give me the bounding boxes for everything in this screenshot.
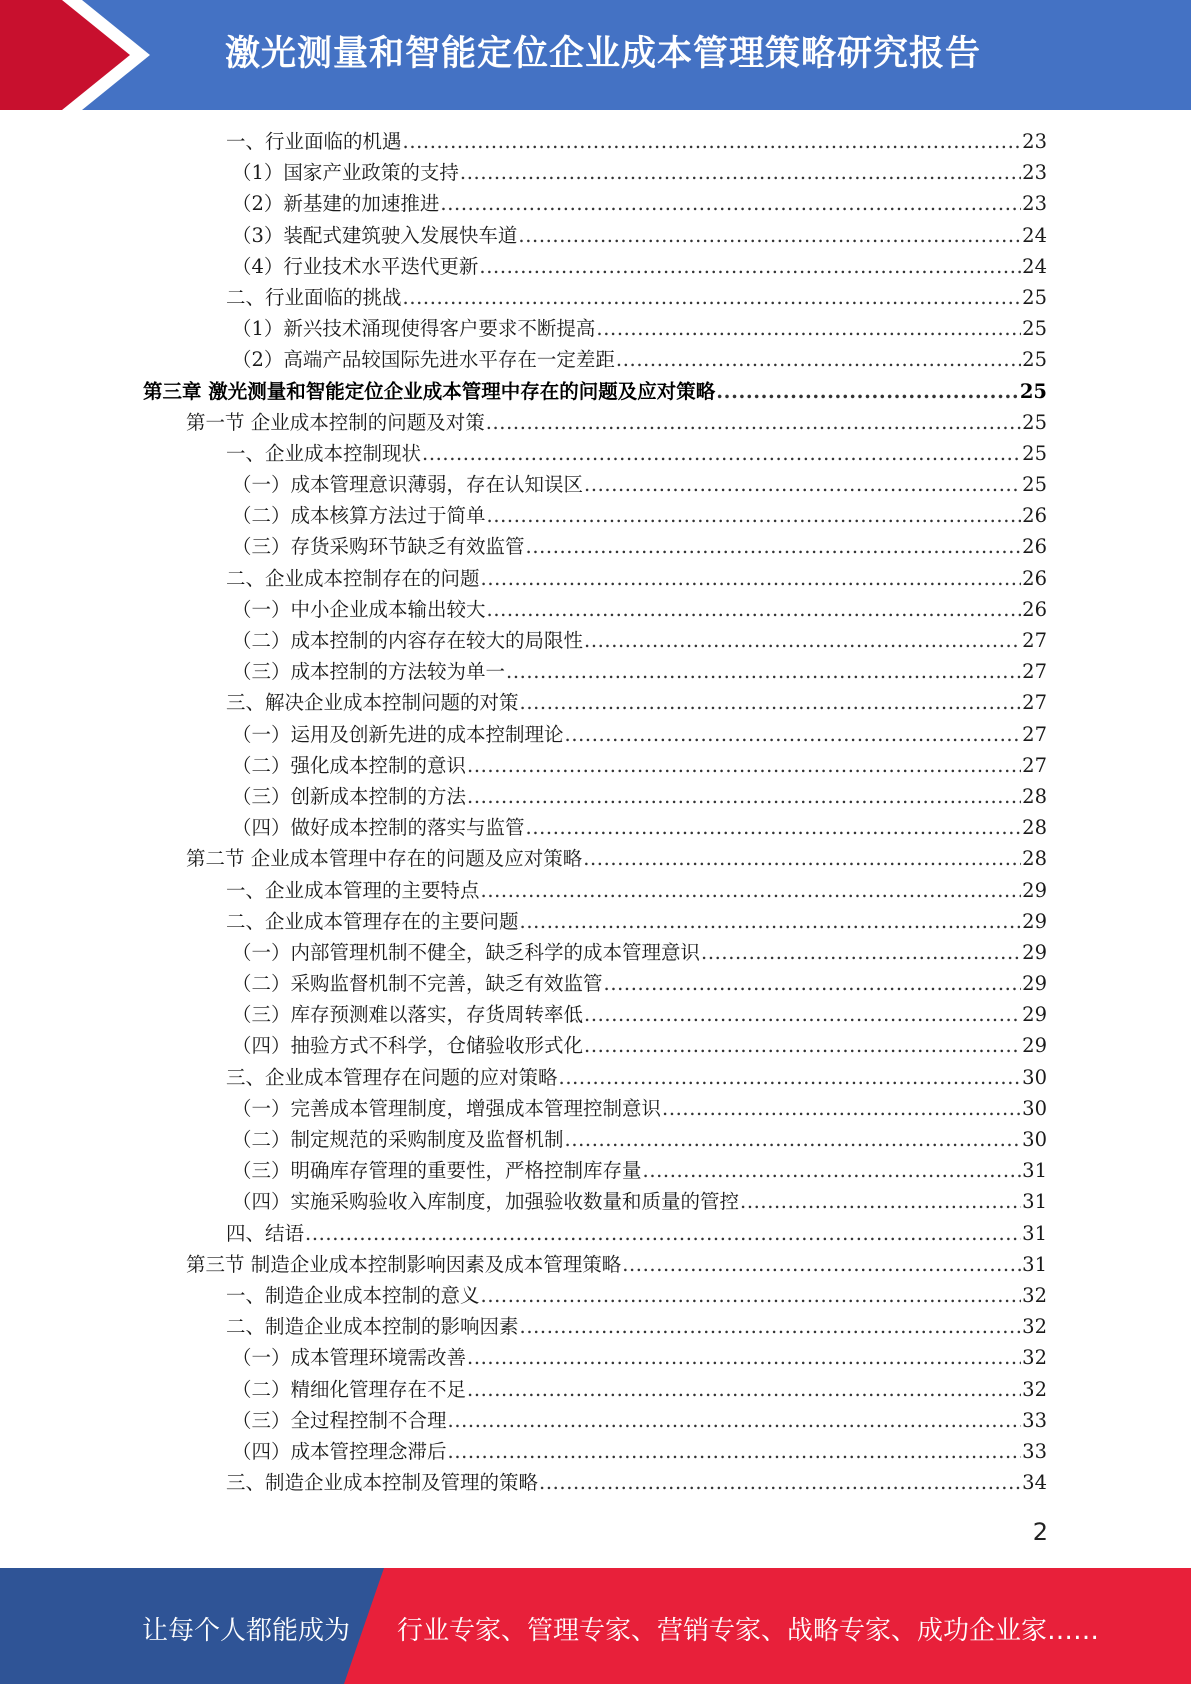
toc-dot-leader — [559, 1062, 1022, 1093]
toc-entry-page: 32 — [1022, 1315, 1047, 1339]
toc-entry[interactable] — [0, 220, 1191, 251]
toc-entry-page: 26 — [1022, 504, 1047, 528]
toc-entry[interactable] — [0, 594, 1191, 625]
toc-dot-leader — [520, 687, 1022, 718]
toc-dot-leader — [520, 906, 1022, 937]
toc-entry-page: 30 — [1022, 1128, 1047, 1151]
toc-entry-page: 25 — [1022, 410, 1047, 434]
toc-entry-page: 25 — [1022, 441, 1047, 465]
toc-dot-leader — [403, 282, 1022, 313]
toc-entry[interactable] — [0, 1311, 1191, 1342]
toc-entry[interactable] — [0, 781, 1191, 812]
toc-dot-leader — [583, 843, 1021, 874]
toc-entry-title: （3）装配式建筑驶入发展快车道 — [232, 223, 518, 247]
toc-entry-page: 23 — [1022, 192, 1047, 216]
toc-entry-title: 一、企业成本管理的主要特点 — [226, 878, 480, 902]
toc-entry[interactable] — [0, 157, 1191, 188]
toc-entry-page: 30 — [1022, 1096, 1047, 1120]
toc-entry[interactable] — [0, 188, 1191, 219]
toc-entry-page: 34 — [1022, 1471, 1047, 1495]
toc-entry-title: （1）新兴技术涌现使得客户要求不断提高 — [232, 317, 596, 341]
toc-entry-title: （三）库存预测难以落实，存货周转率低 — [232, 1003, 584, 1027]
toc-entry-page: 23 — [1022, 161, 1047, 185]
document-title: 激光测量和智能定位企业成本管理策略研究报告 — [225, 34, 982, 74]
toc-entry-title: （二）成本核算方法过于简单 — [232, 504, 486, 528]
toc-entry[interactable] — [0, 968, 1191, 999]
toc-dot-leader — [622, 1249, 1021, 1280]
toc-entry-page: 27 — [1022, 722, 1047, 746]
toc-entry[interactable] — [0, 282, 1191, 313]
toc-entry-title: （三）明确库存管理的重要性，严格控制库存量 — [232, 1159, 642, 1183]
toc-entry[interactable] — [0, 1374, 1191, 1405]
toc-entry-title: （二）精细化管理存在不足 — [232, 1377, 467, 1401]
toc-entry-title: 三、解决企业成本控制问题的对策 — [226, 691, 519, 715]
toc-entry-page: 29 — [1022, 1034, 1047, 1058]
toc-entry-page: 25 — [1022, 285, 1047, 309]
toc-dot-leader — [584, 469, 1021, 500]
toc-entry[interactable] — [0, 531, 1191, 562]
toc-entry[interactable] — [0, 1405, 1191, 1436]
toc-entry[interactable] — [0, 1280, 1191, 1311]
toc-entry-page: 25 — [1022, 348, 1047, 372]
toc-entry[interactable] — [0, 563, 1191, 594]
toc-entry-page: 26 — [1022, 566, 1047, 590]
toc-entry-title: 第一节 企业成本控制的问题及对策 — [186, 410, 485, 434]
page-number: 2 — [1032, 1518, 1048, 1546]
toc-dot-leader — [565, 719, 1022, 750]
toc-entry-page: 30 — [1022, 1065, 1047, 1089]
toc-entry-title: （一）中小企业成本输出较大 — [232, 597, 486, 621]
toc-dot-leader — [403, 126, 1022, 157]
toc-dot-leader — [740, 1186, 1021, 1217]
toc-entry[interactable] — [0, 344, 1191, 375]
toc-entry-page: 29 — [1022, 878, 1047, 902]
toc-entry-title: （一）运用及创新先进的成本控制理论 — [232, 722, 564, 746]
toc-entry[interactable] — [0, 656, 1191, 687]
toc-dot-leader — [526, 531, 1022, 562]
toc-entry-title: （三）全过程控制不合理 — [232, 1408, 447, 1432]
toc-entry-page: 25 — [1019, 379, 1047, 403]
toc-entry[interactable] — [0, 407, 1191, 438]
toc-entry[interactable] — [0, 500, 1191, 531]
toc-entry-page: 26 — [1022, 597, 1047, 621]
toc-entry[interactable] — [0, 812, 1191, 843]
toc-entry-title: 一、行业面临的机遇 — [226, 130, 402, 153]
toc-entry-page: 27 — [1022, 753, 1047, 777]
toc-entry-title: 四、结语 — [226, 1221, 305, 1245]
toc-entry-page: 27 — [1022, 691, 1047, 715]
toc-entry-title: （2）高端产品较国际先进水平存在一定差距 — [232, 348, 615, 372]
toc-entry[interactable] — [0, 1062, 1191, 1093]
toc-entry-page: 32 — [1022, 1377, 1047, 1401]
table-of-contents — [0, 126, 1191, 1498]
toc-entry-page: 27 — [1022, 629, 1047, 652]
toc-entry[interactable] — [0, 1467, 1191, 1498]
toc-entry-title: 二、制造企业成本控制的影响因素 — [226, 1315, 519, 1339]
toc-entry-title: （三）创新成本控制的方法 — [232, 784, 467, 808]
toc-dot-leader — [460, 157, 1021, 188]
toc-dot-leader — [467, 781, 1021, 812]
toc-dot-leader — [584, 999, 1021, 1030]
toc-entry[interactable] — [0, 1186, 1191, 1217]
toc-entry[interactable] — [0, 1030, 1191, 1061]
toc-dot-leader — [481, 875, 1022, 906]
toc-entry-title: 三、企业成本管理存在问题的应对策略 — [226, 1065, 558, 1089]
toc-dot-leader — [662, 1093, 1021, 1124]
toc-entry-title: （4）行业技术水平迭代更新 — [232, 254, 479, 278]
toc-entry-page: 25 — [1022, 317, 1047, 341]
toc-entry-page: 31 — [1022, 1159, 1047, 1183]
toc-entry-title: 二、行业面临的挑战 — [226, 285, 402, 309]
toc-entry-page: 32 — [1022, 1283, 1047, 1307]
toc-entry-title: （三）成本控制的方法较为单一 — [232, 660, 506, 684]
toc-entry-title: 一、企业成本控制现状 — [226, 441, 422, 465]
toc-entry[interactable] — [0, 251, 1191, 282]
toc-entry-title: 第三节 制造企业成本控制影响因素及成本管理策略 — [186, 1252, 622, 1276]
toc-dot-leader — [479, 251, 1021, 282]
toc-dot-leader — [486, 407, 1021, 438]
toc-entry-title: （一）完善成本管理制度，增强成本管理控制意识 — [232, 1096, 662, 1120]
toc-entry-title: 三、制造企业成本控制及管理的策略 — [226, 1471, 539, 1495]
toc-entry-title: 二、企业成本控制存在的问题 — [226, 566, 480, 590]
toc-dot-leader — [520, 1311, 1022, 1342]
toc-entry[interactable] — [0, 1436, 1191, 1467]
toc-dot-leader — [604, 968, 1022, 999]
toc-entry-page: 29 — [1022, 1003, 1047, 1027]
toc-entry-title: （四）成本管控理念滞后 — [232, 1439, 447, 1463]
toc-dot-leader — [487, 594, 1022, 625]
toc-entry-title: （二）强化成本控制的意识 — [232, 753, 467, 777]
toc-entry[interactable] — [0, 875, 1191, 906]
toc-entry-title: （二）采购监督机制不完善，缺乏有效监管 — [232, 972, 603, 996]
toc-entry[interactable] — [0, 750, 1191, 781]
toc-entry-page: 31 — [1022, 1221, 1047, 1245]
toc-dot-leader — [584, 625, 1021, 656]
toc-entry-title: （四）实施采购验收入库制度，加强验收数量和质量的管控 — [232, 1190, 740, 1214]
toc-entry-title: （三）存货采购环节缺乏有效监管 — [232, 535, 525, 559]
toc-dot-leader — [440, 188, 1021, 219]
toc-entry[interactable] — [0, 313, 1191, 344]
toc-entry-page: 32 — [1022, 1346, 1047, 1370]
toc-entry[interactable] — [0, 843, 1191, 874]
toc-dot-leader — [565, 1124, 1022, 1155]
toc-dot-leader — [467, 1342, 1021, 1373]
toc-entry-page: 28 — [1022, 784, 1047, 808]
toc-entry-page: 28 — [1022, 816, 1047, 840]
toc-dot-leader — [305, 1218, 1021, 1249]
toc-entry[interactable] — [0, 469, 1191, 500]
toc-entry-page: 27 — [1022, 660, 1047, 684]
toc-entry-page: 33 — [1022, 1439, 1047, 1463]
toc-dot-leader — [467, 1374, 1021, 1405]
toc-entry-title: 第三章 激光测量和智能定位企业成本管理中存在的问题及应对策略 — [143, 379, 716, 403]
toc-entry-page: 29 — [1022, 940, 1047, 964]
toc-entry[interactable] — [0, 1218, 1191, 1249]
toc-entry-page: 25 — [1022, 473, 1047, 497]
toc-entry[interactable] — [0, 999, 1191, 1030]
toc-entry[interactable] — [0, 376, 1191, 407]
toc-entry-title: （一）成本管理环境需改善 — [232, 1346, 467, 1370]
toc-dot-leader — [616, 344, 1021, 375]
toc-entry[interactable] — [0, 719, 1191, 750]
footer-slogan-left: 让每个人都能成为 — [142, 1616, 351, 1646]
toc-dot-leader — [701, 937, 1021, 968]
toc-entry-page: 33 — [1022, 1408, 1047, 1432]
toc-entry-title: （二）制定规范的采购制度及监督机制 — [232, 1128, 564, 1151]
toc-dot-leader — [487, 500, 1022, 531]
toc-entry-title: 一、制造企业成本控制的意义 — [226, 1283, 480, 1307]
toc-dot-leader — [518, 220, 1021, 251]
toc-entry-title: 二、企业成本管理存在的主要问题 — [226, 909, 519, 933]
toc-entry[interactable] — [0, 1155, 1191, 1186]
toc-entry-page: 23 — [1022, 130, 1047, 153]
toc-entry-title: （2）新基建的加速推进 — [232, 192, 440, 216]
toc-dot-leader — [448, 1436, 1022, 1467]
toc-entry-page: 26 — [1022, 535, 1047, 559]
toc-dot-leader — [526, 812, 1022, 843]
toc-entry[interactable] — [0, 687, 1191, 718]
toc-entry[interactable] — [0, 937, 1191, 968]
toc-entry-title: （一）成本管理意识薄弱，存在认知误区 — [232, 473, 584, 497]
toc-entry-title: 第二节 企业成本管理中存在的问题及应对策略 — [186, 847, 583, 871]
toc-entry-title: （四）抽验方式不科学，仓储验收形式化 — [232, 1034, 584, 1058]
toc-entry[interactable] — [0, 906, 1191, 937]
toc-dot-leader — [481, 1280, 1022, 1311]
toc-entry-page: 29 — [1022, 972, 1047, 996]
toc-entry[interactable] — [0, 126, 1191, 157]
footer-slogan-right: 行业专家、管理专家、营销专家、战略专家、成功企业家…… — [397, 1616, 1100, 1646]
toc-entry-title: （四）做好成本控制的落实与监管 — [232, 816, 525, 840]
toc-entry[interactable] — [0, 438, 1191, 469]
toc-entry-page: 31 — [1022, 1252, 1047, 1276]
toc-entry-page: 29 — [1022, 909, 1047, 933]
toc-dot-leader — [584, 1030, 1021, 1061]
toc-entry-page: 24 — [1022, 223, 1047, 247]
toc-entry[interactable] — [0, 625, 1191, 656]
toc-dot-leader — [467, 750, 1021, 781]
toc-dot-leader — [506, 656, 1021, 687]
toc-dot-leader — [422, 438, 1021, 469]
toc-entry-page: 28 — [1022, 847, 1047, 871]
toc-dot-leader — [481, 563, 1022, 594]
toc-dot-leader — [643, 1155, 1022, 1186]
toc-dot-leader — [448, 1405, 1022, 1436]
toc-entry[interactable] — [0, 1124, 1191, 1155]
toc-entry[interactable] — [0, 1093, 1191, 1124]
toc-entry-page: 31 — [1022, 1190, 1047, 1214]
toc-entry-title: （一）内部管理机制不健全，缺乏科学的成本管理意识 — [232, 940, 701, 964]
toc-dot-leader — [716, 376, 1019, 407]
toc-dot-leader — [596, 313, 1021, 344]
toc-entry[interactable] — [0, 1342, 1191, 1373]
toc-entry-title: （二）成本控制的内容存在较大的局限性 — [232, 629, 584, 652]
toc-entry-title: （1）国家产业政策的支持 — [232, 161, 459, 185]
toc-entry[interactable] — [0, 1249, 1191, 1280]
toc-entry-page: 24 — [1022, 254, 1047, 278]
toc-dot-leader — [539, 1467, 1021, 1498]
